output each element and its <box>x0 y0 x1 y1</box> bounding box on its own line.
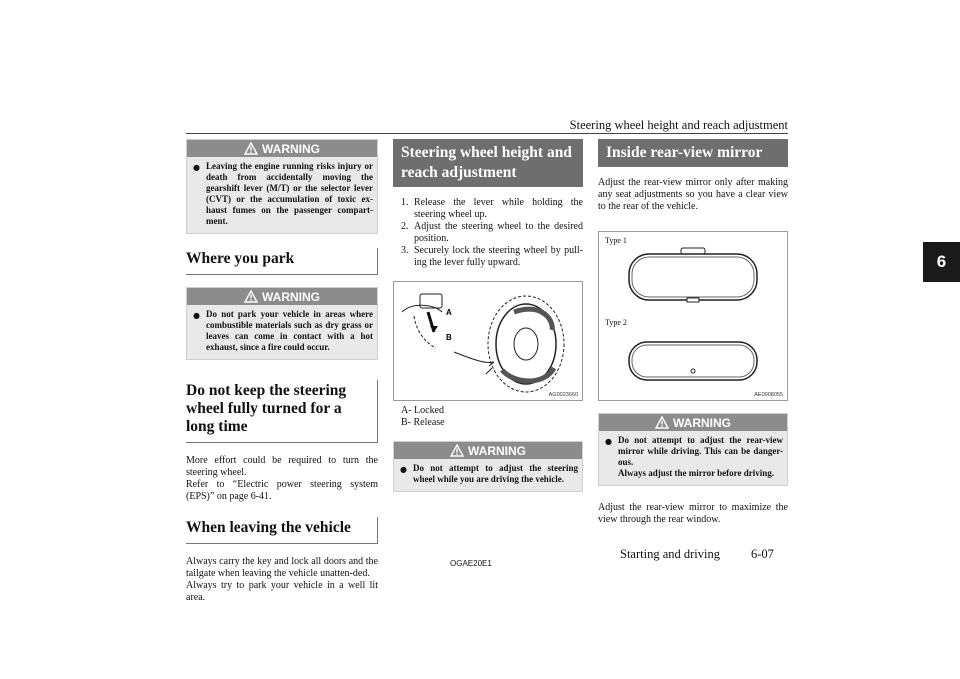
mirror-illustration <box>599 232 787 400</box>
warning-text: Do not attempt to adjust the steering wheel while you are driving the vehicle. <box>412 463 578 484</box>
type2-label: Type 2 <box>605 318 627 327</box>
paragraph: Always carry the key and lock all doors and the tailgate when leaving the vehicle unatten-ded. <box>186 556 378 579</box>
bullet-icon: ● <box>605 437 612 446</box>
column-3 <box>598 139 788 526</box>
warning-label: WARNING <box>468 443 526 458</box>
paragraph: Adjust the rear-view mirror only after making any seat adjustments so you have a clear view to the rear of the vehicle. <box>598 177 788 212</box>
header-rule <box>186 133 788 134</box>
warning-text: Do not park your vehicle in areas where combustible materials such as dry grass or leaves can come in contact with a hot exhaust, since a fire could occur. <box>205 309 373 352</box>
figure-code: AG0023660 <box>548 392 578 398</box>
steering-figure <box>393 281 583 401</box>
steps-list <box>393 197 583 269</box>
warning-label: WARNING <box>262 141 320 156</box>
warning-box <box>598 413 788 486</box>
footer-section: Starting and driving <box>620 547 720 561</box>
legend-item: B- Release <box>401 417 445 428</box>
warning-triangle-icon <box>244 142 258 155</box>
warning-text: Do not attempt to adjust the rear-view mirror while driving. This can be danger-ous. Always adjust the mirror before driving. <box>617 435 783 478</box>
section-heading: Steering wheel height and reach adjustment <box>393 139 583 187</box>
chapter-tab[interactable]: 6 <box>923 242 960 282</box>
bullet-icon: ● <box>193 163 200 172</box>
list-item: 1. Release the lever while holding the steering wheel up. <box>401 197 583 220</box>
section-heading: Do not keep the steering wheel fully turned for a long time <box>186 380 378 443</box>
bullet-icon: ● <box>193 311 200 320</box>
column-1 <box>186 139 378 604</box>
label-a: A <box>446 308 452 317</box>
warning-header <box>394 442 582 459</box>
warning-triangle-icon <box>244 290 258 303</box>
steering-wheel-illustration <box>394 282 582 400</box>
running-title: Steering wheel height and reach adjustment <box>569 118 788 132</box>
warning-box <box>186 139 378 234</box>
list-item: 2. Adjust the steering wheel to the desired position. <box>401 221 583 244</box>
paragraph: Always try to park your vehicle in a well lit area. <box>186 580 378 603</box>
section-heading: When leaving the vehicle <box>186 517 378 544</box>
section-heading: Where you park <box>186 248 378 275</box>
footer-code: OGAE20E1 <box>450 559 492 568</box>
figure-legend <box>401 405 583 429</box>
paragraph: Refer to “Electric power steering system (EPS)” on page 6-41. <box>186 479 378 502</box>
warning-label: WARNING <box>673 415 731 430</box>
bullet-icon: ● <box>400 465 407 474</box>
warning-header <box>187 288 377 305</box>
warning-triangle-icon <box>655 416 669 429</box>
type1-label: Type 1 <box>605 236 627 245</box>
warning-box <box>393 441 583 492</box>
paragraph: More effort could be required to turn the steering wheel. <box>186 455 378 478</box>
list-item: 3. Securely lock the steering wheel by pull-ing the lever fully upward. <box>401 245 583 268</box>
legend-item: A- Locked <box>401 405 445 416</box>
warning-box <box>186 287 378 360</box>
warning-header <box>187 140 377 157</box>
warning-triangle-icon <box>450 444 464 457</box>
column-2 <box>393 139 583 502</box>
label-b: B <box>446 333 452 342</box>
warning-header <box>599 414 787 431</box>
mirror-figure <box>598 231 788 401</box>
warning-label: WARNING <box>262 289 320 304</box>
figure-code: AE0008055 <box>754 392 783 398</box>
page-number: 6-07 <box>751 547 774 561</box>
paragraph: Adjust the rear-view mirror to maximize the view through the rear window. <box>598 502 788 525</box>
section-heading: Inside rear-view mirror <box>598 139 788 167</box>
warning-text: Leaving the engine running risks injury or death from accidentally moving the gearshift lever (M/T) or the selector lever (CVT) or the accumulation of toxic ex-haust fumes on the passenger compart-ment. <box>205 161 373 226</box>
